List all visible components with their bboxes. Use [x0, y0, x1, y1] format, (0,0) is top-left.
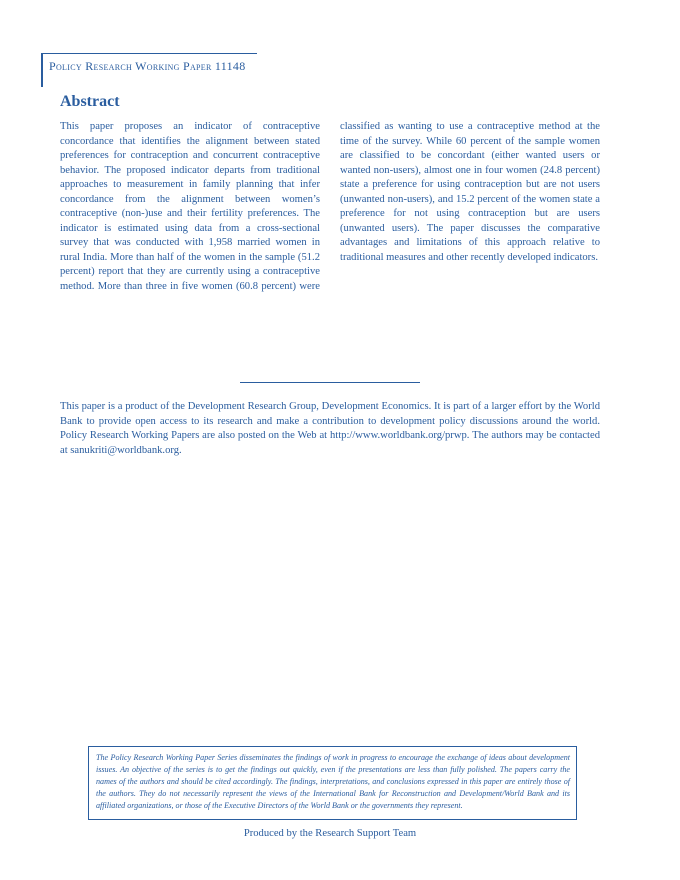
section-divider	[240, 382, 420, 383]
disclaimer-text: The Policy Research Working Paper Series disseminates the findings of work in progress to encourage the exchange of ideas about development issues. An objective of the series is to get the findings out quickly, even if the presentations are less than fully polished. The papers carry the names of the authors and should be cited accordingly. The findings, interpretations, and conclusions expressed in this paper are entirely those of the authors. They do not necessarily represent the views of the International Bank for Reconstruction and Development/World Bank and its affiliated organizations, or those of the Executive Directors of the World Bank or the governments they represent.	[96, 753, 570, 811]
series-header-tab	[41, 53, 257, 87]
abstract-body	[60, 120, 600, 296]
abstract-heading: Abstract	[60, 93, 120, 110]
abstract-text: This paper proposes an indicator of contraceptive concordance that identifies the alignment between stated preferences for contraception and concurrent contraceptive behavior. The proposed indicator departs from traditional approaches to measurement in family planning that infer concordance from the alignment between women’s contraceptive (non-)use and their fertility preferences. The indicator is estimated using data from a cross-sectional survey that was conducted with 1,958 married women in rural India. More than half of the women in the sample (51.2 percent) report that they are currently using a contraceptive method. More than three in five women (60.8 percent) were classified as wanting to use a contraceptive method at the time of the survey. While 60 percent of the sample women are classified to be concordant (either wanted users or wanted non-users), almost one in four women (24.8 percent) state a preference for using contraception but are not users (unwanted non-users), and 15.2 percent of the women state a preference for not using contraception but are users (unwanted users). The paper discusses the comparative advantages and limitations of this approach relative to traditional measures and other recently developed indicators.	[60, 121, 600, 292]
disclaimer-box	[88, 746, 577, 820]
series-label: Policy Research Working Paper 11148	[49, 59, 246, 73]
product-note: This paper is a product of the Development Research Group, Development Economics. It is part of a larger effort by the World Bank to provide open access to its research and make a contribution to development policy discussions around the world. Policy Research Working Papers are also posted on the Web at http://www.worldbank.org/prwp. The authors may be contacted at sanukriti@worldbank.org.	[60, 401, 600, 456]
footer-credit: Produced by the Research Support Team	[243, 828, 417, 839]
